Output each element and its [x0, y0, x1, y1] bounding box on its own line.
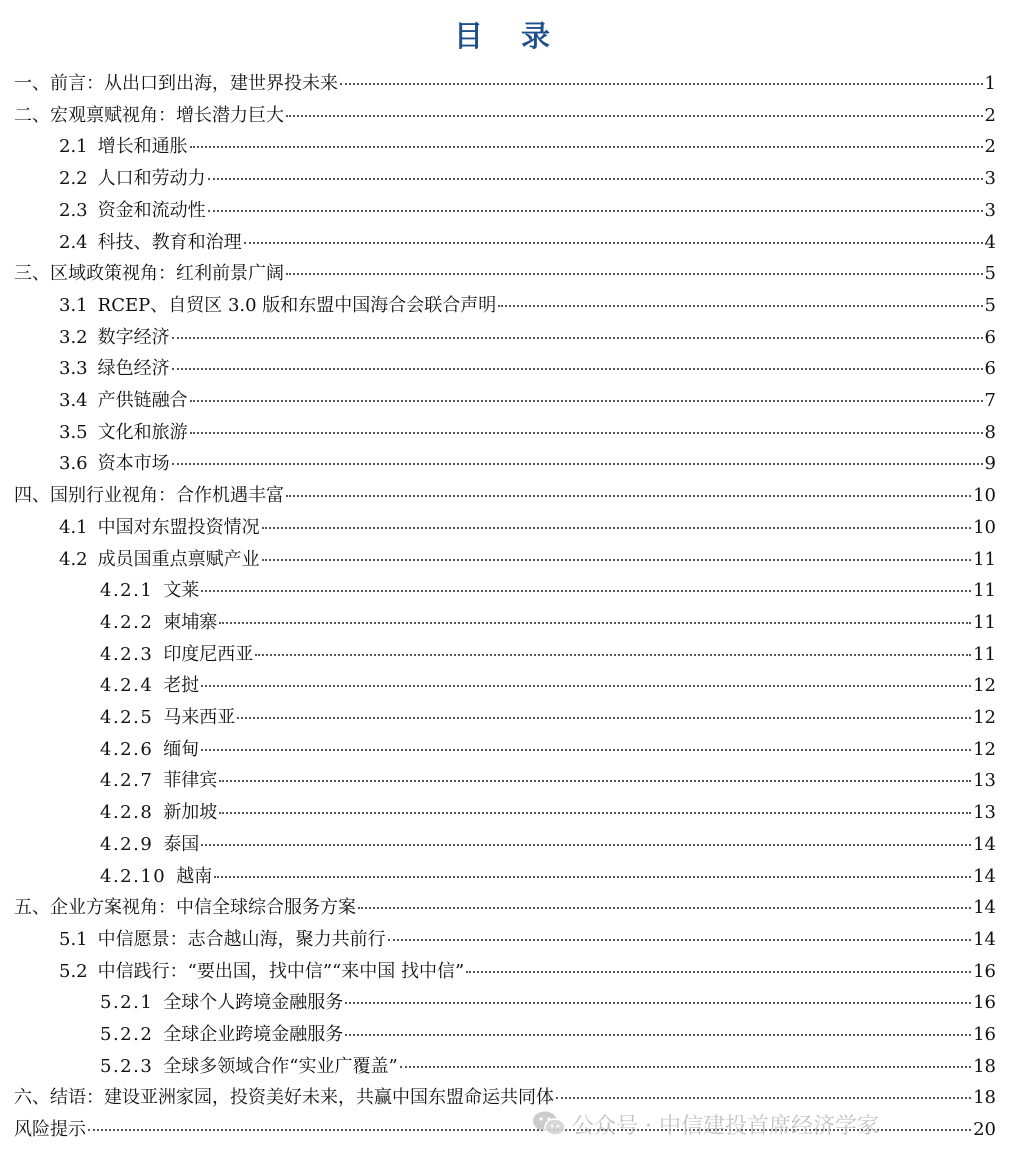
toc-dot-leader [340, 83, 983, 85]
toc-entry[interactable] [59, 448, 996, 479]
toc-entry-label [59, 163, 206, 194]
toc-dot-leader [219, 812, 971, 814]
toc-page-number: 13 [973, 770, 996, 792]
toc-page-number: 14 [973, 865, 996, 887]
toc-entry[interactable] [59, 290, 996, 321]
toc-entry-label [59, 322, 170, 353]
toc-dot-leader [219, 622, 971, 624]
toc-entry-number: 5.2.2 [100, 1024, 154, 1045]
toc-entry-label [59, 448, 170, 479]
toc-entry-number: 2.4 [59, 231, 88, 253]
toc-entry-label [100, 829, 199, 860]
toc-entry[interactable] [14, 100, 996, 131]
toc-dot-leader [172, 337, 983, 339]
toc-entry-title: 宏观禀赋视角：增长潜力巨大 [50, 104, 284, 126]
toc-entry-label [14, 892, 356, 923]
toc-dot-leader [556, 1097, 971, 1099]
toc-entry-number: 4.2.7 [100, 770, 154, 792]
toc-entry[interactable] [100, 861, 996, 892]
toc-entry-number: 2.1 [59, 136, 88, 158]
toc-entry-number: 3.5 [59, 421, 88, 443]
toc-entry-number: 2.3 [59, 199, 88, 221]
toc-entry-title: 越南 [176, 865, 213, 887]
toc-entry-number: 3.3 [59, 358, 88, 380]
toc-page-number: 14 [973, 833, 996, 855]
toc-page-number: 12 [973, 738, 996, 760]
toc-entry-label [100, 639, 253, 670]
toc-page-number: 13 [973, 802, 996, 824]
toc-dot-leader [358, 907, 971, 909]
toc-dot-leader [172, 368, 983, 370]
toc-entry-title: 资本市场 [97, 453, 170, 475]
toc-entry-title: 中信愿景：志合越山海，聚力共前行 [97, 928, 386, 950]
toc-page-number: 14 [973, 928, 996, 950]
toc-entry-label [59, 131, 188, 162]
toc-page-number: 11 [973, 611, 996, 633]
toc-page-number: 12 [973, 707, 996, 728]
toc-entry[interactable] [100, 765, 996, 796]
toc-entry-label [100, 861, 212, 892]
toc-entry-title: 国别行业视角：合作机遇丰富 [50, 485, 284, 507]
toc-entry[interactable] [59, 956, 996, 987]
toc-entry-label [59, 544, 260, 575]
toc-page-number: 4 [984, 231, 996, 253]
toc-entry[interactable] [100, 987, 996, 1018]
toc-entry-title: 资金和流动性 [97, 199, 206, 221]
toc-entry-label [59, 512, 260, 543]
toc-entry-label [100, 702, 235, 733]
toc-entry-number: 2.2 [59, 168, 88, 190]
toc-entry-number: 4.2.5 [100, 707, 154, 728]
toc-page-number: 7 [984, 390, 996, 411]
toc-entry-label [100, 1019, 343, 1050]
toc-entry-number: 三、 [14, 263, 50, 285]
toc-entry-label [59, 956, 464, 987]
toc-entry-number: 3.4 [59, 390, 88, 411]
toc-entry-title: 泰国 [163, 833, 200, 855]
toc-page-number: 12 [973, 675, 996, 697]
toc-page-number: 16 [973, 1024, 996, 1045]
toc-dot-leader [400, 1066, 971, 1068]
toc-dot-leader [190, 432, 983, 434]
toc-entry-label [100, 734, 199, 765]
toc-dot-leader [345, 1002, 971, 1004]
toc-entry-label [100, 1051, 398, 1082]
toc-dot-leader [388, 939, 971, 941]
toc-entry-number: 4.2.1 [100, 580, 154, 602]
toc-page-number: 16 [973, 960, 996, 982]
toc-dot-leader [262, 527, 971, 529]
toc-entry-number: 五、 [14, 897, 50, 919]
toc-entry[interactable] [100, 734, 996, 765]
toc-entry[interactable] [59, 131, 996, 162]
toc-entry-title: 文莱 [163, 580, 200, 602]
toc-dot-leader [498, 305, 982, 307]
toc-entry-number: 4.2.2 [100, 611, 154, 633]
toc-entry-title: 绿色经济 [97, 358, 170, 380]
toc-entry[interactable] [14, 480, 996, 511]
toc-entry-number: 4.2.10 [100, 865, 167, 887]
toc-entry[interactable] [100, 639, 996, 670]
toc-dot-leader [237, 717, 971, 719]
toc-entry[interactable] [14, 258, 996, 289]
toc-entry-label [14, 258, 284, 289]
toc-page-number: 5 [984, 294, 996, 316]
toc-entry-title: 数字经济 [97, 326, 170, 348]
toc-entry-label [14, 1082, 554, 1113]
toc-page-number: 16 [973, 992, 996, 1014]
toc-dot-leader [201, 590, 971, 592]
toc-entry-label [59, 417, 188, 448]
toc-entry-number: 4.2.6 [100, 738, 154, 760]
toc-dot-leader [201, 844, 971, 846]
toc-entry-label [14, 1114, 86, 1145]
toc-entry-number: 一、 [14, 73, 50, 94]
toc-entry-label [100, 987, 343, 1018]
toc-dot-leader [466, 971, 971, 973]
toc-entry[interactable] [59, 924, 996, 955]
toc-entry-title: 企业方案视角：中信全球综合服务方案 [50, 897, 356, 919]
toc-entry-number: 四、 [14, 485, 50, 507]
toc-entry-number: 4.2.8 [100, 802, 154, 824]
toc-entry[interactable] [14, 892, 996, 923]
toc-entry[interactable] [100, 575, 996, 606]
toc-entry-label [14, 100, 284, 131]
toc-entry[interactable] [59, 353, 996, 384]
toc-entry-title: 新加坡 [163, 802, 218, 824]
toc-page-number: 10 [973, 485, 996, 507]
toc-entry-number: 5.2.3 [100, 1055, 154, 1077]
toc-page-number: 1 [984, 73, 996, 94]
toc-entry[interactable] [100, 1019, 996, 1050]
toc-entry-label [14, 68, 338, 99]
toc-dot-leader [286, 273, 983, 275]
toc-entry-title: 印度尼西亚 [163, 643, 254, 665]
toc-entry-number: 4.1 [59, 516, 88, 538]
toc-entry-title: 前言：从出口到出海，建世界投未来 [50, 73, 338, 94]
toc-entry-label [100, 797, 217, 828]
toc-entry-number: 3.6 [59, 453, 88, 475]
toc-entry-title: 科技、教育和治理 [97, 231, 242, 253]
toc-page-number: 8 [984, 421, 996, 443]
toc-page-number: 14 [973, 897, 996, 919]
toc-page-number: 20 [973, 1119, 996, 1141]
toc-entry-title: 全球多领域合作“实业广覆盖” [163, 1055, 398, 1077]
toc-entry-title: 产供链融合 [97, 390, 188, 411]
toc-entry-number: 5.2 [59, 960, 88, 982]
toc-entry[interactable] [100, 1051, 996, 1082]
wechat-icon [532, 1110, 566, 1138]
toc-page-number: 2 [984, 104, 996, 126]
toc-dot-leader [208, 178, 983, 180]
toc-entry-number: 4.2.4 [100, 675, 154, 697]
toc-entry-title: 中信践行：“要出国，找中信”“来中国 找中信” [97, 960, 465, 982]
toc-entry-label [14, 480, 284, 511]
toc-entry-title: 柬埔寨 [163, 611, 218, 633]
toc-entry-number: 4.2 [59, 548, 88, 570]
toc-entry-number: 5.2.1 [100, 992, 154, 1014]
toc-entry-label [100, 765, 217, 796]
toc-dot-leader [190, 146, 983, 148]
toc-dot-leader [262, 559, 971, 561]
toc-entry-label [100, 607, 217, 638]
toc-entry[interactable] [59, 512, 996, 543]
toc-page-number: 6 [984, 326, 996, 348]
toc-dot-leader [190, 400, 983, 402]
toc-page-number: 11 [973, 580, 996, 602]
toc-entry-title: RCEP、自贸区 3.0 版和东盟中国海合会联合声明 [97, 294, 497, 316]
toc-dot-leader [345, 1034, 971, 1036]
toc-entry[interactable] [100, 607, 996, 638]
toc-page-number: 3 [984, 199, 996, 221]
toc-dot-leader [201, 749, 971, 751]
toc-page-number: 6 [984, 358, 996, 380]
toc-entry[interactable] [100, 797, 996, 828]
toc-entry[interactable] [59, 385, 996, 416]
toc-entry-label [59, 385, 188, 416]
toc-entry-title: 中国对东盟投资情况 [97, 516, 260, 538]
toc-dot-leader [172, 463, 983, 465]
toc-entry-number: 4.2.3 [100, 643, 154, 665]
toc-entry[interactable] [100, 702, 996, 733]
toc-dot-leader [286, 495, 971, 497]
toc-dot-leader [201, 685, 971, 687]
toc-entry-title: 马来西亚 [163, 707, 236, 728]
toc-entry-title: 结语：建设亚洲家园，投资美好未来，共赢中国东盟命运共同体 [50, 1087, 554, 1109]
toc-page-number: 10 [973, 516, 996, 538]
toc-page-number: 5 [984, 263, 996, 285]
toc-page-number: 11 [973, 548, 996, 570]
toc-entry-title: 全球个人跨境金融服务 [163, 992, 344, 1014]
toc-entry-label [59, 924, 386, 955]
toc-entry[interactable] [59, 322, 996, 353]
toc-entry-label [59, 227, 242, 258]
toc-entry[interactable] [59, 227, 996, 258]
toc-entry-number: 二、 [14, 104, 50, 126]
toc-entry-title: 菲律宾 [163, 770, 218, 792]
toc-entry-title: 成员国重点禀赋产业 [97, 548, 260, 570]
toc-entry[interactable] [100, 670, 996, 701]
toc-entry[interactable] [14, 68, 996, 99]
toc-entry[interactable] [59, 417, 996, 448]
toc-entry-label [59, 290, 496, 321]
watermark [532, 1107, 879, 1141]
toc-entry[interactable] [100, 829, 996, 860]
toc-entry-label [100, 670, 199, 701]
toc-dot-leader [219, 780, 971, 782]
toc-entry[interactable] [59, 544, 996, 575]
toc-page-number: 18 [973, 1055, 996, 1077]
toc-entry-title: 缅甸 [163, 738, 200, 760]
toc-page-number: 2 [984, 136, 996, 158]
toc-dot-leader [255, 654, 971, 656]
toc-dot-leader [286, 115, 983, 117]
toc-page-number: 3 [984, 168, 996, 190]
toc-dot-leader [214, 876, 971, 878]
toc-entry-title: 全球企业跨境金融服务 [163, 1024, 344, 1045]
toc-page-number: 18 [973, 1087, 996, 1109]
toc-entry-title: 人口和劳动力 [97, 168, 206, 190]
toc-entry-title: 文化和旅游 [97, 421, 188, 443]
toc-entry-label [59, 195, 206, 226]
toc-entry-title: 风险提示 [14, 1119, 86, 1141]
toc-dot-leader [244, 242, 983, 244]
watermark-text: 公众号 · 中信建投首席经济学家 [572, 1113, 879, 1139]
toc-entry-title: 老挝 [163, 675, 200, 697]
toc-entry-title: 增长和通胀 [97, 136, 188, 158]
toc-entry[interactable] [59, 195, 996, 226]
toc-entry-number: 3.2 [59, 326, 88, 348]
toc-entry-label [59, 353, 170, 384]
toc-entry-title: 区域政策视角：红利前景广阔 [50, 263, 284, 285]
toc-entry-label [100, 575, 199, 606]
toc-entry-number: 3.1 [59, 294, 88, 316]
toc-entry-number: 4.2.9 [100, 833, 154, 855]
toc-page-number: 11 [973, 643, 996, 665]
toc-page-number: 9 [984, 453, 996, 475]
page-title: 目 录 [453, 19, 565, 53]
toc-dot-leader [208, 210, 983, 212]
toc-entry-number: 5.1 [59, 928, 88, 950]
toc-entry-number: 六、 [14, 1087, 50, 1109]
toc-entry[interactable] [59, 163, 996, 194]
